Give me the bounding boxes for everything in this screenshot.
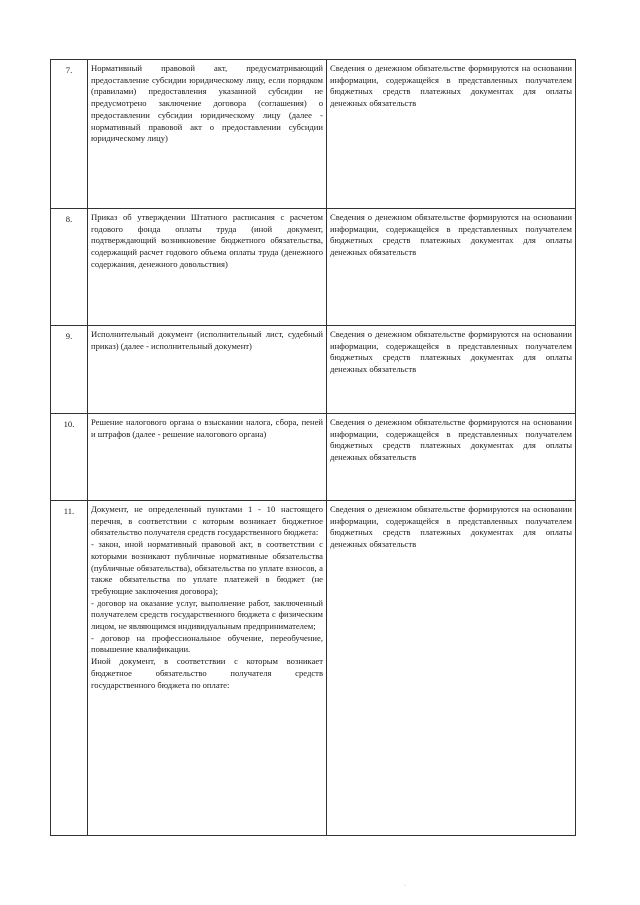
row-number: 11. <box>51 501 88 836</box>
table-row <box>51 326 576 414</box>
document-paragraph: - закон, иной нормативный правовой акт, в соответствии с которыми возникают публичные нормативные обязательства (публичные обязательства), обязательства по уплате взносов, а также обязательства по уплате платежей в бюджет (не требующие заключения договора); <box>91 539 323 596</box>
document-description: Нормативный правовой акт, предусматривающий предоставление субсидии юридическому лицу, если порядком (правилами) предоставления указанной субсидии не предусмотрено заключение договора (соглашения) о предоставлении субсидии юридическому лицу (далее - нормативный правовой акт о предоставлении субсидии юридическому лицу) <box>88 60 327 209</box>
obligation-info: Сведения о денежном обязательстве формируются на основании информации, содержащейся в представленных получателем бюджетных средств платежных документах для оплаты денежных обязательств <box>327 209 576 326</box>
table-row <box>51 60 576 209</box>
row-number: 10. <box>51 414 88 501</box>
document-paragraph: Иной документ, в соответствии с которым возникает бюджетное обязательство получателя средств государственного бюджета по оплате: <box>91 656 323 690</box>
row-number: 9. <box>51 326 88 414</box>
table-row <box>51 501 576 836</box>
document-paragraph: Документ, не определенный пунктами 1 - 10 настоящего перечня, в соответствии с которым возникает бюджетное обязательство получателя средств государственного бюджета: <box>91 504 323 538</box>
row-number: 7. <box>51 60 88 209</box>
table-row <box>51 209 576 326</box>
document-description: Исполнительный документ (исполнительный лист, судебный приказ) (далее - исполнительный документ) <box>88 326 327 414</box>
document-paragraph: - договор на профессиональное обучение, переобучение, повышение квалификации. <box>91 632 323 655</box>
table-row <box>51 414 576 501</box>
document-description: Приказ об утверждении Штатного расписания с расчетом годового фонда оплаты труда (иной документ, подтверждающий возникновение бюджетного обязательства, содержащий расчет годового объема оплаты труда (денежного содержания, денежного довольствия) <box>88 209 327 326</box>
obligation-info: Сведения о денежном обязательстве формируются на основании информации, содержащейся в представленных получателем бюджетных средств платежных документах для оплаты денежных обязательств <box>327 60 576 209</box>
document-description: Решение налогового органа о взыскании налога, сбора, пеней и штрафов (далее - решение налогового органа) <box>88 414 327 501</box>
row-number: 8. <box>51 209 88 326</box>
obligation-info: Сведения о денежном обязательстве формируются на основании информации, содержащейся в представленных получателем бюджетных средств платежных документах для оплаты денежных обязательств <box>327 414 576 501</box>
document-paragraph: - договор на оказание услуг, выполнение работ, заключенный получателем средств государственного бюджета с физическим лицом, не являющимся индивидуальным предпринимателем; <box>91 597 323 632</box>
document-description <box>88 501 327 836</box>
obligations-table <box>50 59 576 836</box>
scan-dot-mark: · <box>404 883 406 889</box>
obligation-info: Сведения о денежном обязательстве формируются на основании информации, содержащейся в представленных получателем бюджетных средств платежных документах для оплаты денежных обязательств <box>327 326 576 414</box>
obligation-info: Сведения о денежном обязательстве формируются на основании информации, содержащейся в представленных получателем бюджетных средств платежных документах для оплаты денежных обязательств <box>327 501 576 836</box>
